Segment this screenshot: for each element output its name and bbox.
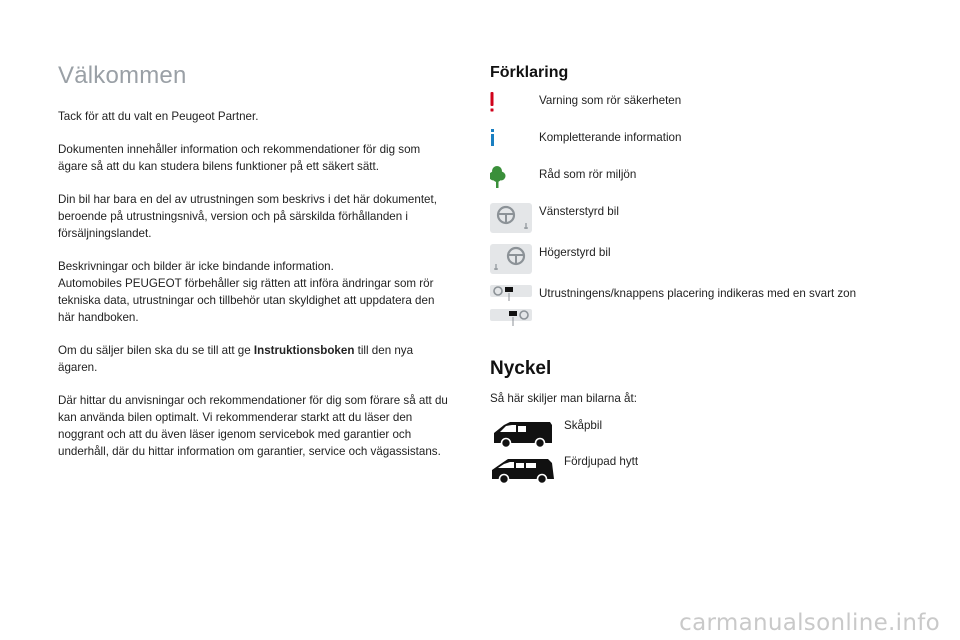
welcome-title: Välkommen [58, 62, 187, 89]
legend-item-label: Utrustningens/knappens placering indikeras med en svart zon [539, 287, 857, 300]
key-item-crew-van [490, 455, 930, 491]
legend-item-warning [490, 94, 930, 131]
instruction-book-term: Instruktionsboken [253, 344, 355, 357]
legend-title: Förklaring [490, 64, 569, 81]
welcome-paragraph-5-pre: Om du säljer bilen ska du se till att ge [58, 344, 254, 357]
welcome-paragraph-4-line-1: Beskrivningar och bilder är icke bindande information. [58, 260, 334, 273]
welcome-paragraph-5-post: till den nya ägaren. [58, 344, 414, 374]
welcome-paragraph-6: Där hittar du anvisningar och rekommendationer för dig som förare så att du kan använda bilen optimalt. Vi rekommenderar starkt att du läser den noggrant och att du även läser igenom servicebok med garantier och underhåll, där du hittar information om garantier, service och vägassistans. [58, 394, 448, 458]
legend-item-label: Vänsterstyrd bil [539, 205, 619, 218]
legend-item-label: Kompletterande information [539, 131, 682, 144]
key-section [490, 358, 930, 491]
key-intro: Så här skiljer man bilarna åt: [490, 392, 637, 405]
legend-item-label: Varning som rör säkerheten [539, 94, 682, 107]
van-icon [490, 419, 556, 449]
legend-item-label: Råd som rör miljön [539, 168, 637, 181]
welcome-paragraph-5 [58, 342, 450, 376]
key-item-label: Fördjupad hytt [564, 455, 639, 468]
right-hand-drive-icon [490, 244, 534, 278]
welcome-section [58, 62, 450, 476]
placement-icon [490, 285, 534, 331]
tree-icon [490, 166, 534, 200]
watermark: carmanualsonline.info [679, 610, 940, 636]
warning-icon [490, 92, 534, 126]
legend-section [490, 64, 930, 337]
legend-item-right-hand-drive [490, 246, 930, 287]
welcome-paragraph-4-line-2: Automobiles PEUGEOT förbehåller sig rätten att införa ändringar som rör tekniska data, utrustningar och tillbehör utan skyldighet att uppdatera den här handboken. [58, 277, 435, 324]
info-icon [490, 129, 534, 163]
legend-item-environment [490, 168, 930, 205]
legend-item-label: Högerstyrd bil [539, 246, 611, 259]
legend-item-left-hand-drive [490, 205, 930, 246]
key-item-label: Skåpbil [564, 419, 603, 432]
left-hand-drive-icon [490, 203, 534, 237]
legend-item-info [490, 131, 930, 168]
key-item-van [490, 419, 930, 455]
welcome-paragraph-2: Dokumenten innehåller information och rekommendationer för dig som ägare så att du kan studera bilens funktioner på ett säkert sätt. [58, 143, 421, 173]
key-title: Nyckel [490, 358, 552, 379]
welcome-paragraph-3: Din bil har bara en del av utrustningen som beskrivs i det här dokumentet, beroende på utrustningsnivå, version och på särskilda förhållanden i försäljningslandet. [58, 193, 437, 240]
welcome-paragraph-1: Tack för att du valt en Peugeot Partner. [58, 110, 259, 123]
welcome-paragraph-4 [58, 258, 450, 326]
legend-item-placement [490, 287, 930, 337]
crew-van-icon [490, 455, 556, 485]
